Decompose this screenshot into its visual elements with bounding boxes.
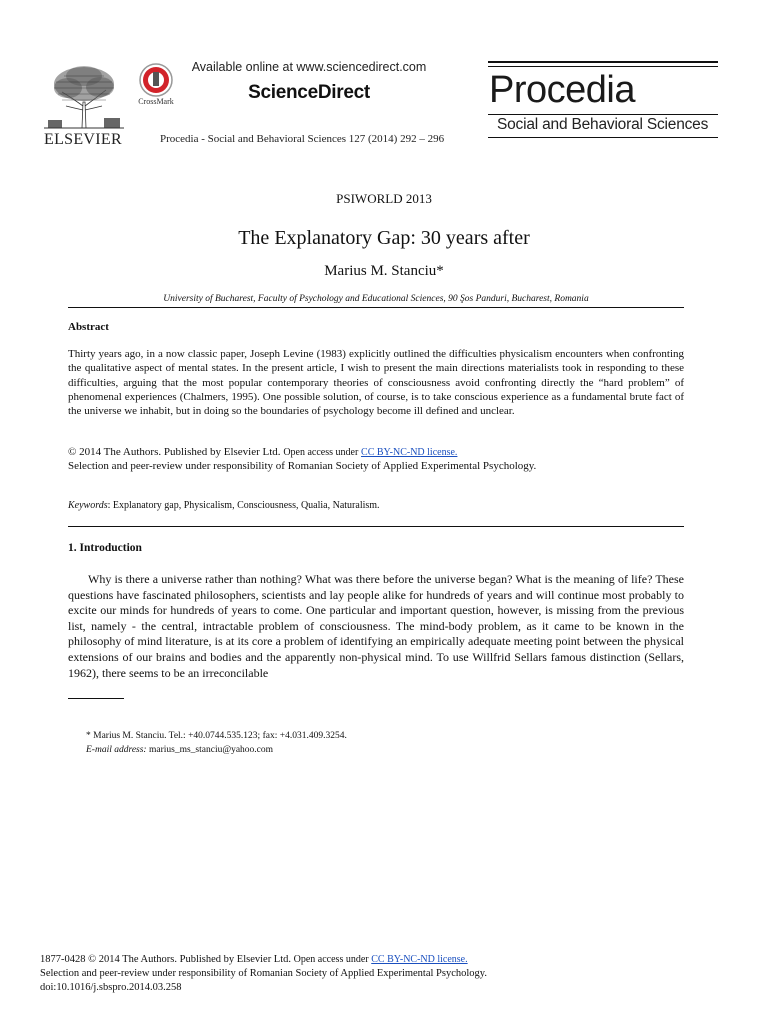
paper-title: The Explanatory Gap: 30 years after [238, 227, 530, 249]
publisher-name: ELSEVIER [44, 131, 122, 148]
license-link[interactable]: CC BY-NC-ND license. [361, 447, 458, 458]
elsevier-tree-logo [44, 62, 124, 130]
page-footer [40, 953, 700, 995]
footer-doi[interactable]: doi:10.1016/j.sbspro.2014.03.258 [40, 982, 182, 993]
footnote-rule [68, 698, 124, 699]
introduction-text: Why is there a universe rather than nothing? What was there before the universe began? What is the meaning of life? These questions have fascinated philosophers, scientists and lay people alike for hundreds of years and will continue most probably to excite our minds for hundreds of years to come. One particular and important question, however, is missing from the previous list, namely - the central, intractable problem of consciousness. The mind-body problem, as it came to be known in the philosophy of mind literature, is at its core a problem of identifying an empirically adequate meeting point between the physical extensions of our brains and bodies and the apparently non-physical mind. To use Willfrid Sellars famous distinction (Sellars, 1962), there seems to be an irreconcilable [68, 572, 684, 680]
open-access-text: Open access under [283, 447, 359, 458]
footer-copyright: 1877-0428 © 2014 The Authors. Published by Elsevier Ltd. [40, 954, 292, 965]
section-divider [68, 307, 684, 308]
footer-license-link[interactable]: CC BY-NC-ND license. [371, 954, 468, 965]
footer-open-access: Open access under [293, 954, 369, 965]
sciencedirect-brand[interactable]: ScienceDirect [248, 82, 370, 103]
procedia-rule [488, 66, 718, 67]
available-online-text[interactable]: Available online at www.sciencedirect.com [191, 60, 427, 74]
abstract-text: Thirty years ago, in a now classic paper, Joseph Levine (1983) explicitly outlined the difficulties physicalism encounters when confronting the qualitative aspect of mental states. In the present article, I wish to present the main directions materialists took in responding to these difficulties, arguing that the most popular contemporary theories of consciousness avoid confronting directly the “hard problem” of phenomenal experiences (Chalmers, 1995). One possible solution, of course, is to take conscious experience as a fundamental brute fact of the universe we inhabit, but in doing so the boundaries of psychology become ill defined and unclear. [68, 348, 684, 418]
footnote [86, 729, 347, 757]
copyright-text: © 2014 The Authors. Published by Elsevier Ltd. [68, 446, 281, 458]
section-heading: 1. Introduction [68, 542, 142, 554]
crossmark-label: CrossMark [138, 97, 174, 106]
author-name: Marius M. Stanciu* [324, 263, 444, 279]
conference-name: PSIWORLD 2013 [336, 191, 432, 206]
section-divider [68, 526, 684, 527]
procedia-rule [488, 61, 718, 63]
footnote-email-line [86, 743, 347, 757]
email-address[interactable]: marius_ms_stanciu@yahoo.com [146, 745, 274, 755]
procedia-subtitle: Social and Behavioral Sciences [497, 116, 709, 133]
journal-citation: Procedia - Social and Behavioral Sciences 127 (2014) 292 – 296 [160, 133, 445, 145]
procedia-rule [488, 137, 718, 138]
abstract-copyright [68, 446, 684, 473]
author-affiliation: University of Bucharest, Faculty of Psychology and Educational Sciences, 90 Şos Panduri, Bucharest, Romania [163, 294, 589, 304]
procedia-title: Procedia [489, 69, 635, 111]
keywords-line [68, 500, 684, 511]
email-label: E-mail address: [86, 745, 147, 755]
keywords-text: : Explanatory gap, Physicalism, Consciousness, Qualia, Naturalism. [107, 500, 380, 511]
footer-peer-review: Selection and peer-review under responsibility of Romanian Society of Applied Experimental Psychology. [40, 968, 488, 979]
footnote-contact: * Marius M. Stanciu. Tel.: +40.0744.535.123; fax: +4.031.409.3254. [86, 731, 347, 741]
keywords-label: Keywords [68, 500, 108, 511]
abstract-heading: Abstract [68, 321, 109, 333]
peer-review-text: Selection and peer-review under responsibility of Romanian Society of Applied Experimental Psychology. [68, 459, 537, 472]
